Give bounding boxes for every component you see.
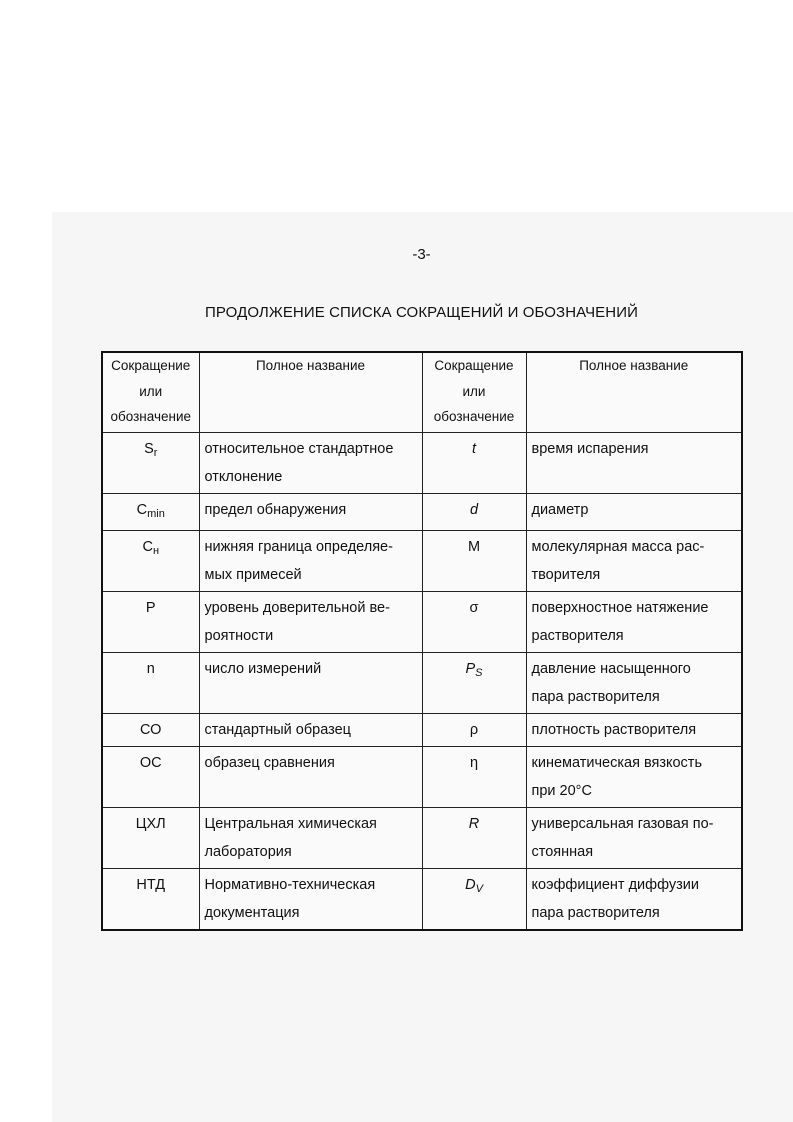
abbreviation-cell [102,807,199,868]
abbreviation: НТД [136,876,166,893]
full-name-line2: документация [204,904,300,921]
description-line2: творителя [531,566,601,583]
header-abbr-line3: обозначение [433,409,515,424]
full-name-cell [199,746,422,807]
description-cell [526,746,742,807]
description-line1: поверхностное натяжение [531,599,709,616]
description-cell [526,652,742,713]
full-name-line2: роятности [204,627,274,644]
symbol: d [469,501,479,518]
table-row [102,530,742,591]
header-abbreviation-right [422,352,526,432]
table-header-row [102,352,742,432]
full-name-line1: уровень доверительной ве- [204,599,390,616]
full-name-cell [199,591,422,652]
description-line2: при 20°С [531,782,592,799]
page-heading: ПРОДОЛЖЕНИЕ СПИСКА СОКРАЩЕНИЙ И ОБОЗНАЧЕНИЙ [204,304,638,321]
symbol-cell [422,432,526,493]
symbol-cell [422,807,526,868]
abbreviation: P [145,599,156,616]
description-line2: растворителя [531,627,624,644]
description-cell [526,868,742,930]
symbol-cell [422,746,526,807]
description-cell [526,591,742,652]
full-name-line1: относительное стандартное [204,440,394,457]
symbol-cell [422,868,526,930]
full-name-cell [199,807,422,868]
full-name-line1: нижняя граница определяе- [204,538,393,555]
abbreviation: S [144,440,154,457]
symbol: R [468,815,480,832]
abbreviations-table [101,351,743,931]
symbol: M [467,538,481,555]
description-line2: пара растворителя [531,904,660,921]
symbol-cell [422,713,526,746]
full-name-line1: образец сравнения [204,754,335,771]
full-name-cell [199,652,422,713]
description-line1: коэффициент диффузии [531,876,699,893]
full-name-line2: отклонение [204,468,283,485]
abbreviation-cell [102,746,199,807]
full-name-line2: мых примесей [204,566,302,583]
full-name-line1: предел обнаружения [204,501,347,518]
symbol: D [465,876,476,893]
description-cell [526,493,742,530]
full-name-cell [199,868,422,930]
abbreviation: C [136,501,148,518]
table-row [102,432,742,493]
symbol: σ [469,599,479,616]
header-abbr-line3: обозначение [110,409,191,424]
full-name-line1: Нормативно-техническая [204,876,376,893]
description-line1: универсальная газовая по- [531,815,714,832]
table-row [102,493,742,530]
abbreviation-subscript: н [152,544,160,557]
description-line1: плотность растворителя [531,721,697,738]
abbreviation-subscript: r [153,446,158,459]
abbreviation: C [142,538,153,555]
page-number: -3- [412,246,431,263]
header-abbreviation-left [102,352,199,432]
table-row [102,746,742,807]
header-full-name-left: Полное название [199,352,422,432]
abbreviation: СО [140,721,162,738]
table-row [102,713,742,746]
full-name-cell [199,432,422,493]
abbreviation-cell [102,591,199,652]
abbreviation-cell [102,868,199,930]
description-line2: стоянная [531,843,594,860]
full-name-line1: число измерений [204,660,322,677]
abbreviation: ОС [139,754,162,771]
full-name-cell [199,713,422,746]
description-cell [526,530,742,591]
header-abbr-line1: Сокращение [111,358,191,373]
full-name-line1: Центральная химическая [204,815,377,832]
symbol-cell [422,493,526,530]
description-line1: молекулярная масса рас- [531,538,705,555]
abbreviation-cell [102,432,199,493]
description-cell [526,432,742,493]
symbol-cell [422,652,526,713]
full-name-cell [199,493,422,530]
abbreviation: ЦХЛ [135,815,166,832]
symbol: η [469,754,479,771]
full-name-cell [199,530,422,591]
symbol: t [471,440,477,457]
header-full-name-right: Полное название [526,352,742,432]
abbreviation: n [146,660,155,677]
table-row [102,591,742,652]
description-cell [526,713,742,746]
description-line1: давление насыщенного [531,660,691,677]
header-abbr-line2: или [462,383,486,399]
symbol-subscript: V [475,882,483,895]
abbreviation-subscript: min [147,507,165,520]
symbol: ρ [469,721,479,738]
abbreviation-cell [102,530,199,591]
table-row [102,652,742,713]
abbreviation-cell [102,652,199,713]
description-line1: время испарения [531,440,649,457]
description-line2: пара растворителя [531,688,660,705]
abbreviation-cell [102,713,199,746]
symbol-cell [422,530,526,591]
description-line1: кинематическая вязкость [531,754,703,771]
abbreviation-cell [102,493,199,530]
description-line1: диаметр [531,501,589,518]
table-row [102,807,742,868]
full-name-line2: лаборатория [204,843,292,860]
symbol-subscript: S [475,666,483,679]
description-cell [526,807,742,868]
full-name-line1: стандартный образец [204,721,351,738]
header-abbr-line1: Сокращение [434,358,514,373]
symbol-cell [422,591,526,652]
header-abbr-line2: или [139,383,163,399]
table-row [102,868,742,930]
symbol: P [465,660,476,677]
